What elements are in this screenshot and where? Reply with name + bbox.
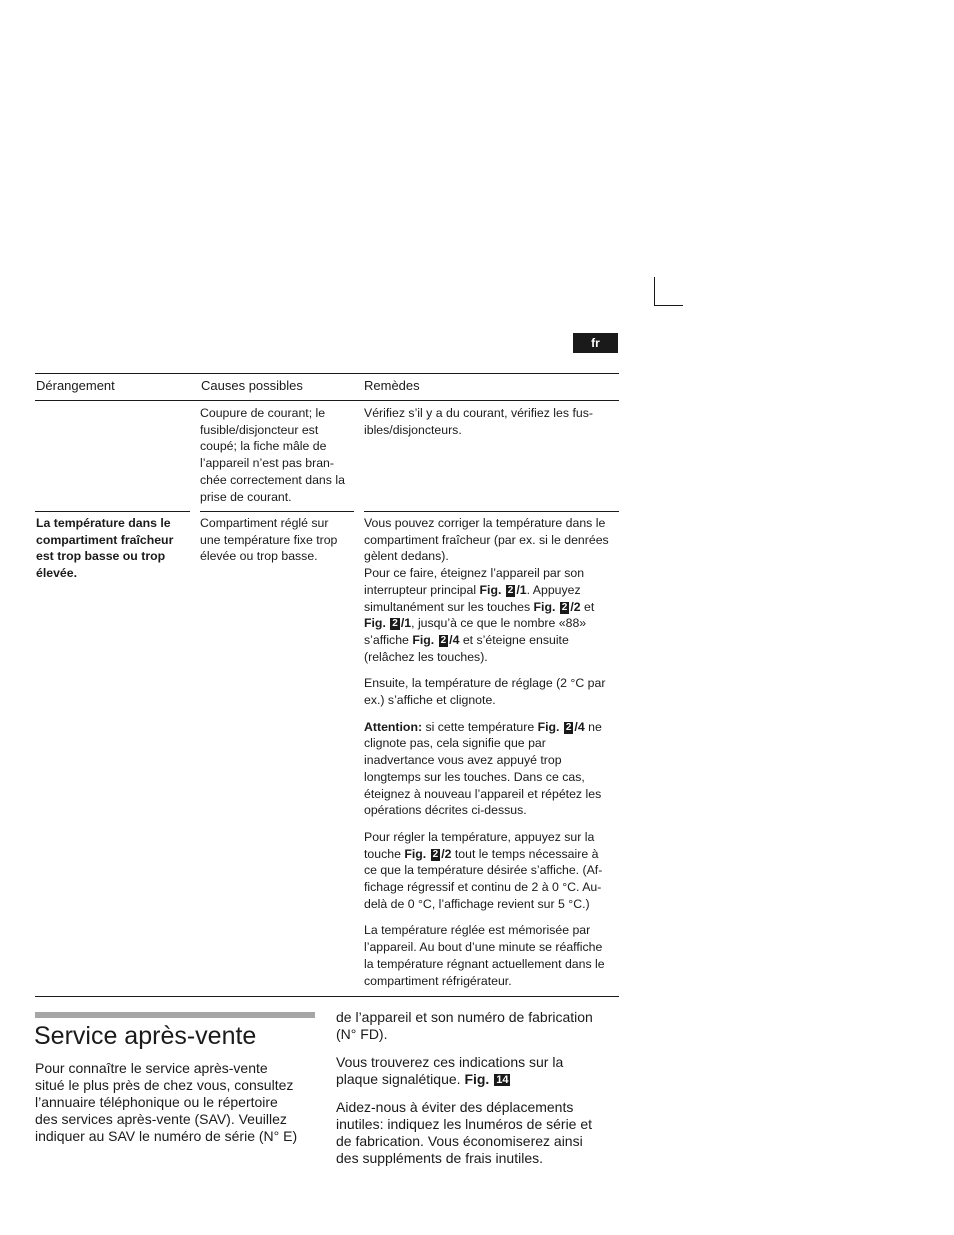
remedy-paragraph-1: Vous pouvez corriger la température dans le compartiment fraîcheur (par ex. si le denrées gèlent dedans). Pour ce faire, éteignez l’appareil par son interrupteur principal Fig. 2 /1. Appuyez simultanément sur les touches Fig. 2 /2 et Fig. 2 /1, jusqu’à ce que le nombre «88» s’affiche Fig. 2 /4 et s’éteigne ensuite (relâchez les touches). [364, 516, 609, 664]
service-paragraph-1: de l’appareil et son numéro de fabrication (N° FD). [336, 1009, 593, 1042]
service-right-column [336, 1009, 621, 1178]
row2-fault: La température dans le compartiment fraîcheur est trop basse ou trop élevée. [36, 516, 174, 581]
fig-label: Fig. [412, 632, 435, 647]
row-divider [200, 511, 354, 512]
crop-mark [654, 277, 683, 306]
figure-number-box: 2 [392, 618, 398, 630]
fig-label: Fig. [533, 599, 556, 614]
header-remedy: Remèdes [364, 378, 420, 393]
remedy-paragraph-3: Attention: si cette température Fig. 2 /4 ne clignote pas, cela signifie que par inadvertance vous avez appuyé trop longtemps sur les touches. Dans ce cas, éteignez à nouveau l’appareil et répétez les opérations décrites ci-dessus. [364, 719, 602, 818]
figure-number-box: 14 [496, 1074, 509, 1086]
row1-cause: Coupure de courant; le fusible/disjoncteur est coupé; la fiche mâle de l’appareil n’est pas bran- chée correctement dans la prise de courant. [200, 406, 345, 504]
table-bottom-rule [35, 996, 619, 997]
fig-label: Fig. [537, 719, 560, 734]
header-cause: Causes possibles [201, 378, 303, 393]
figure-number-box: 2 [440, 634, 447, 646]
attention-label: Attention: [364, 719, 423, 734]
figure-number-box: 2 [432, 848, 439, 860]
service-paragraph-3: Aidez-nous à éviter des déplacements inutiles: indiquez les lnuméros de série et de fabrication. Vous économiserez ainsi des suppléments de frais inutiles. [336, 1099, 593, 1166]
service-left-column: Pour connaître le service après-vente situé le plus près de chez vous, consultez l’annuaire téléphonique ou le répertoire des services après-vente (SAV). Veuillez indiquer au SAV le numéro de série (N° E) [35, 1060, 298, 1144]
language-badge: fr [573, 333, 618, 353]
fig-label: Fig. [364, 616, 386, 631]
row1-remedy: Vérifiez s’il y a du courant, vérifiez les fus- ibles/disjoncteurs. [364, 406, 593, 437]
figure-number-box: 2 [507, 584, 514, 596]
figure-number-box: 2 [561, 601, 568, 613]
row-divider [35, 511, 190, 512]
remedy-paragraph-4: Pour régler la température, appuyez sur la touche Fig. 2 /2 tout le temps nécessaire à ce que la température désirée s’affiche. (Af- fichage régressif et continu de 2 à 0 °C. Au- delà de 0 °C, l’affichage revient sur 5 °C.) [364, 829, 603, 911]
row2-remedy [364, 515, 619, 999]
section-bar [35, 1012, 315, 1018]
table-top-rule [35, 373, 619, 374]
row2-cause: Compartiment réglé sur une température fixe trop élevée ou trop basse. [200, 516, 338, 564]
header-fault: Dérangement [36, 378, 115, 393]
fig-label: Fig. [404, 846, 427, 861]
service-paragraph-2: Vous trouverez ces indications sur la plaque signalétique. Fig. 14 [336, 1054, 564, 1087]
fig-label: Fig. [464, 1071, 490, 1087]
header-bottom-rule [35, 400, 619, 401]
remedy-paragraph-5: La température réglée est mémorisée par l’appareil. Au bout d’une minute se réaffiche la température régnant actuellement dans le compartiment réfrigérateur. [364, 923, 605, 988]
section-title: Service après-vente [34, 1022, 257, 1050]
figure-number-box: 2 [565, 721, 572, 733]
fig-label: Fig. [479, 582, 502, 597]
remedy-paragraph-2: Ensuite, la température de réglage (2 °C par ex.) s’affiche et clignote. [364, 676, 606, 708]
row-divider [364, 511, 619, 512]
